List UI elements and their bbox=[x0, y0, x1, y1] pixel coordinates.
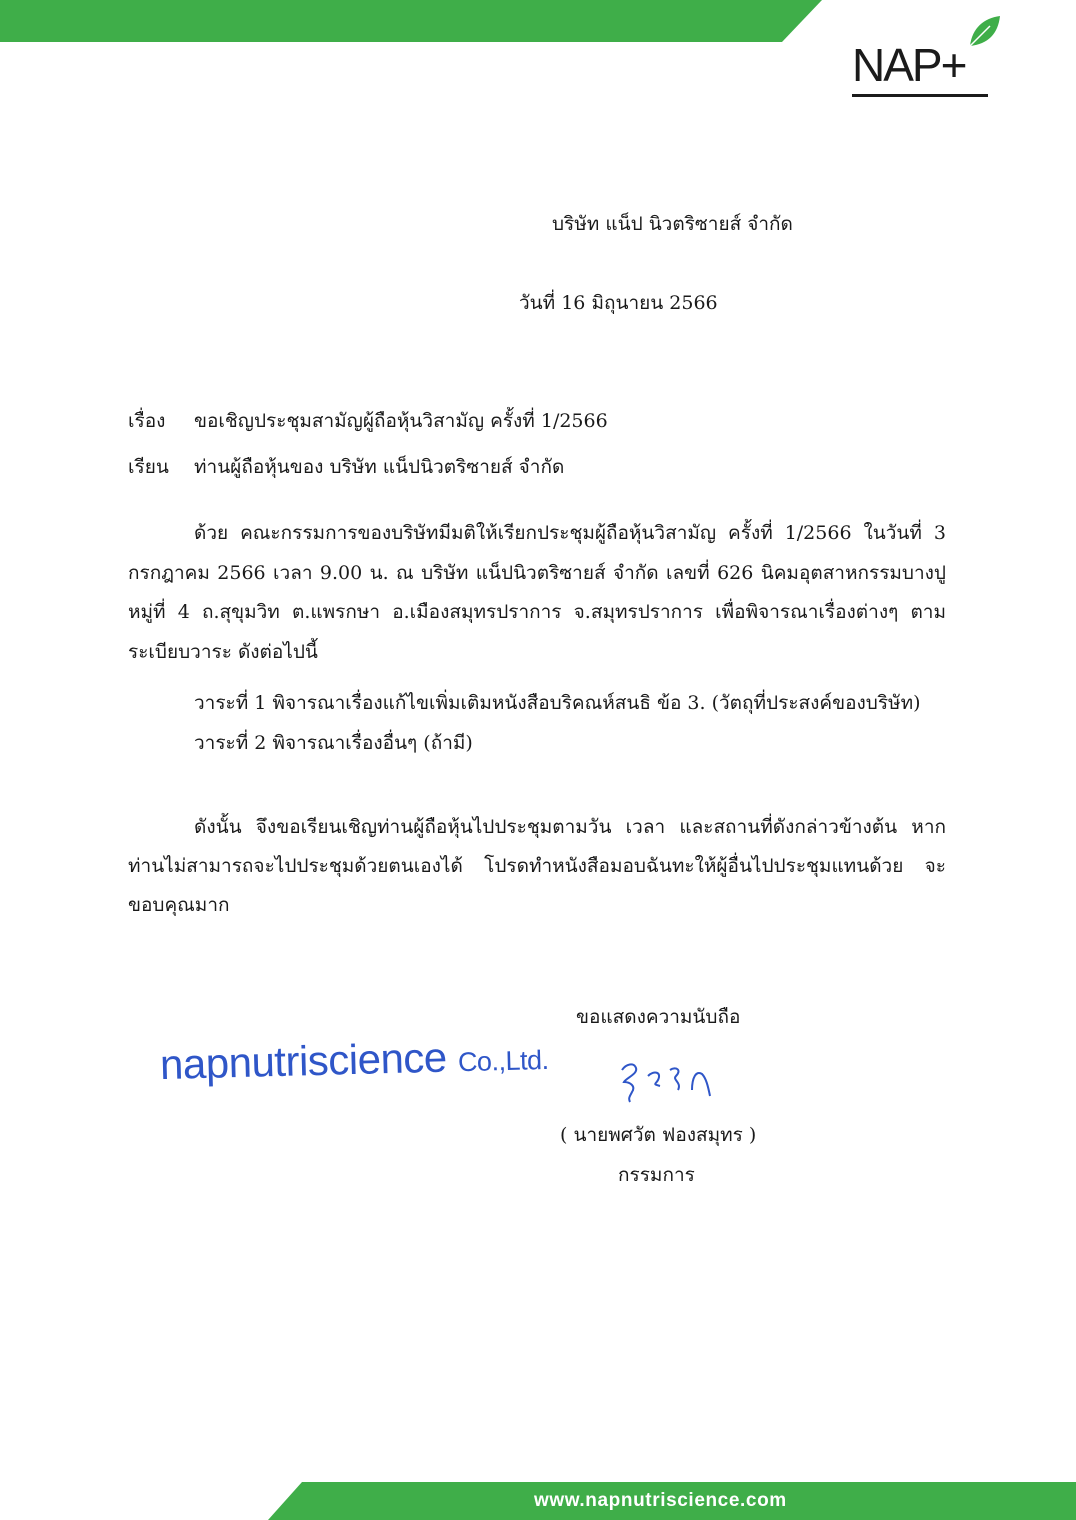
body-paragraph: ด้วย คณะกรรมการของบริษัทมีมติให้เรียกประชุมผู้ถือหุ้นวิสามัญ ครั้งที่ 1/2566 ในวันที่ 3 กรกฎาคม 2566 เวลา 9.00 น. ณ บริษัท แน็ปนิวตริซายส์ จำกัด เลขที่ 626 นิคมอุตสาหกรรมบางปู หมู่ที่ 4 ถ.สุขุมวิท ต.แพรกษา อ.เมืองสมุทรปราการ จ.สมุทรปราการ เพื่อพิจารณาเรื่องต่างๆ ตามระเบียบวาระ ดังต่อไปนี้ bbox=[128, 522, 946, 663]
signer-name: ( นายพศวัต ฟองสมุทร ) bbox=[560, 1124, 757, 1146]
stamp-name: napnutriscience bbox=[159, 1033, 448, 1089]
company-logo bbox=[846, 14, 996, 104]
logo-underline bbox=[852, 94, 988, 97]
handwritten-signature bbox=[612, 1052, 722, 1108]
leaf-icon bbox=[966, 14, 1002, 50]
stamp-suffix: Co.,Ltd. bbox=[457, 1044, 549, 1078]
letter-date: วันที่ 16 มิถุนายน 2566 bbox=[519, 292, 718, 314]
signer-position: กรรมการ bbox=[618, 1164, 695, 1186]
subject-label: เรื่อง bbox=[128, 410, 166, 432]
subject-text: ขอเชิญประชุมสามัญผู้ถือหุ้นวิสามัญ ครั้งที่ 1/2566 bbox=[194, 410, 608, 432]
recipient-text: ท่านผู้ถือหุ้นของ บริษัท แน็ปนิวตริซายส์ จำกัด bbox=[194, 456, 565, 478]
sign-off: ขอแสดงความนับถือ bbox=[576, 1006, 741, 1028]
logo-text: NAP+ bbox=[852, 39, 966, 91]
company-stamp bbox=[159, 1031, 549, 1089]
closing-paragraph: ดังนั้น จึงขอเรียนเชิญท่านผู้ถือหุ้นไปประชุมตามวัน เวลา และสถานที่ดังกล่าวข้างต้น หากท่านไม่สามารถจะไปประชุมด้วยตนเองได้ โปรดทำหนังสือมอบฉันทะให้ผู้อื่นไปประชุมแทนด้วย จะขอบคุณมาก bbox=[128, 816, 946, 916]
website-link[interactable]: www.napnutriscience.com bbox=[534, 1490, 787, 1511]
company-name: บริษัท แน็ป นิวตริซายส์ จำกัด bbox=[552, 213, 793, 235]
recipient-label: เรียน bbox=[128, 456, 169, 478]
agenda-item-1: วาระที่ 1 พิจารณาเรื่องแก้ไขเพิ่มเติมหนังสือบริคณห์สนธิ ข้อ 3. (วัตถุที่ประสงค์ของบริษัท) bbox=[194, 692, 921, 714]
agenda-item-2: วาระที่ 2 พิจารณาเรื่องอื่นๆ (ถ้ามี) bbox=[194, 732, 473, 754]
